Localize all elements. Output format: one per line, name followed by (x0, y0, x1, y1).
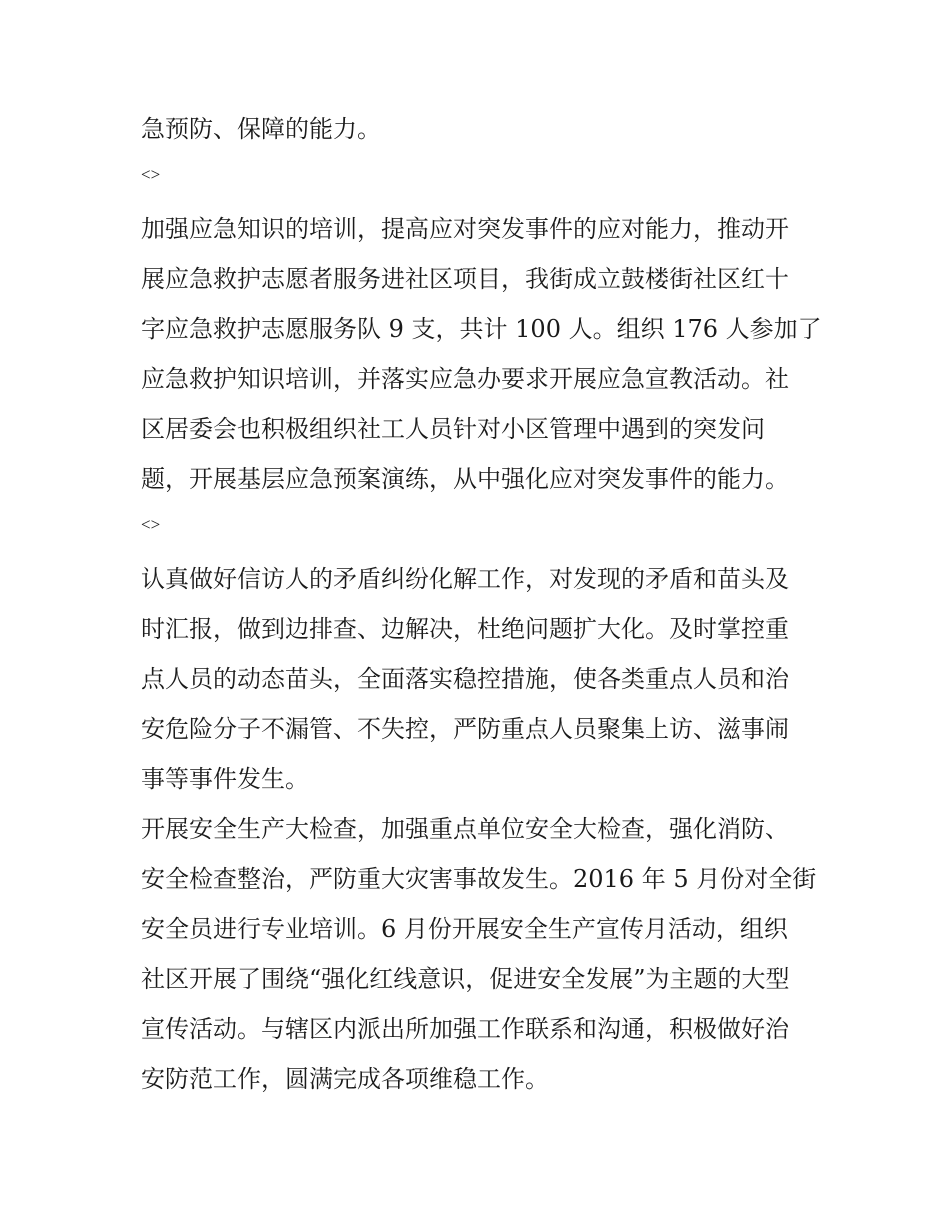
text-line: 展应急救护志愿者服务进社区项目，我街成立鼓楼街社区红十 (141, 265, 789, 293)
text-line: 应急救护知识培训，并落实应急办要求开展应急宣教活动。社 (141, 365, 789, 393)
text-line: 安全检查整治，严防重大灾害事故发生。2016 年 5 月份对全街 (141, 865, 817, 893)
document-body (141, 104, 822, 1104)
text-line: 宣传活动。与辖区内派出所加强工作联系和沟通，积极做好治 (141, 1015, 789, 1043)
angle-bracket-marker: <> (141, 515, 161, 534)
text-line: 时汇报，做到边排查、边解决，杜绝问题扩大化。及时掌控重 (141, 615, 789, 643)
text-line: 加强应急知识的培训，提高应对突发事件的应对能力，推动开 (141, 215, 789, 243)
text-line: 安危险分子不漏管、不失控，严防重点人员聚集上访、滋事闹 (141, 715, 789, 743)
text-line: 题，开展基层应急预案演练，从中强化应对突发事件的能力。 (141, 465, 789, 493)
text-line: 安防范工作，圆满完成各项维稳工作。 (141, 1065, 549, 1093)
text-line: 安全员进行专业培训。6 月份开展安全生产宣传月活动，组织 (141, 915, 788, 943)
text-line: 社区开展了围绕“强化红线意识，促进安全发展”为主题的大型 (141, 965, 790, 993)
text-line: 点人员的动态苗头，全面落实稳控措施，使各类重点人员和治 (141, 665, 789, 693)
text-line: 急预防、保障的能力。 (141, 115, 381, 143)
text-line: 开展安全生产大检查，加强重点单位安全大检查，强化消防、 (141, 815, 789, 843)
angle-bracket-marker: <> (141, 165, 161, 184)
text-line: 事等事件发生。 (141, 765, 309, 793)
text-line: 认真做好信访人的矛盾纠纷化解工作，对发现的矛盾和苗头及 (141, 565, 789, 593)
text-line: 字应急救护志愿服务队 9 支，共计 100 人。组织 176 人参加了 (141, 315, 822, 343)
text-line: 区居委会也积极组织社工人员针对小区管理中遇到的突发问 (141, 415, 765, 443)
